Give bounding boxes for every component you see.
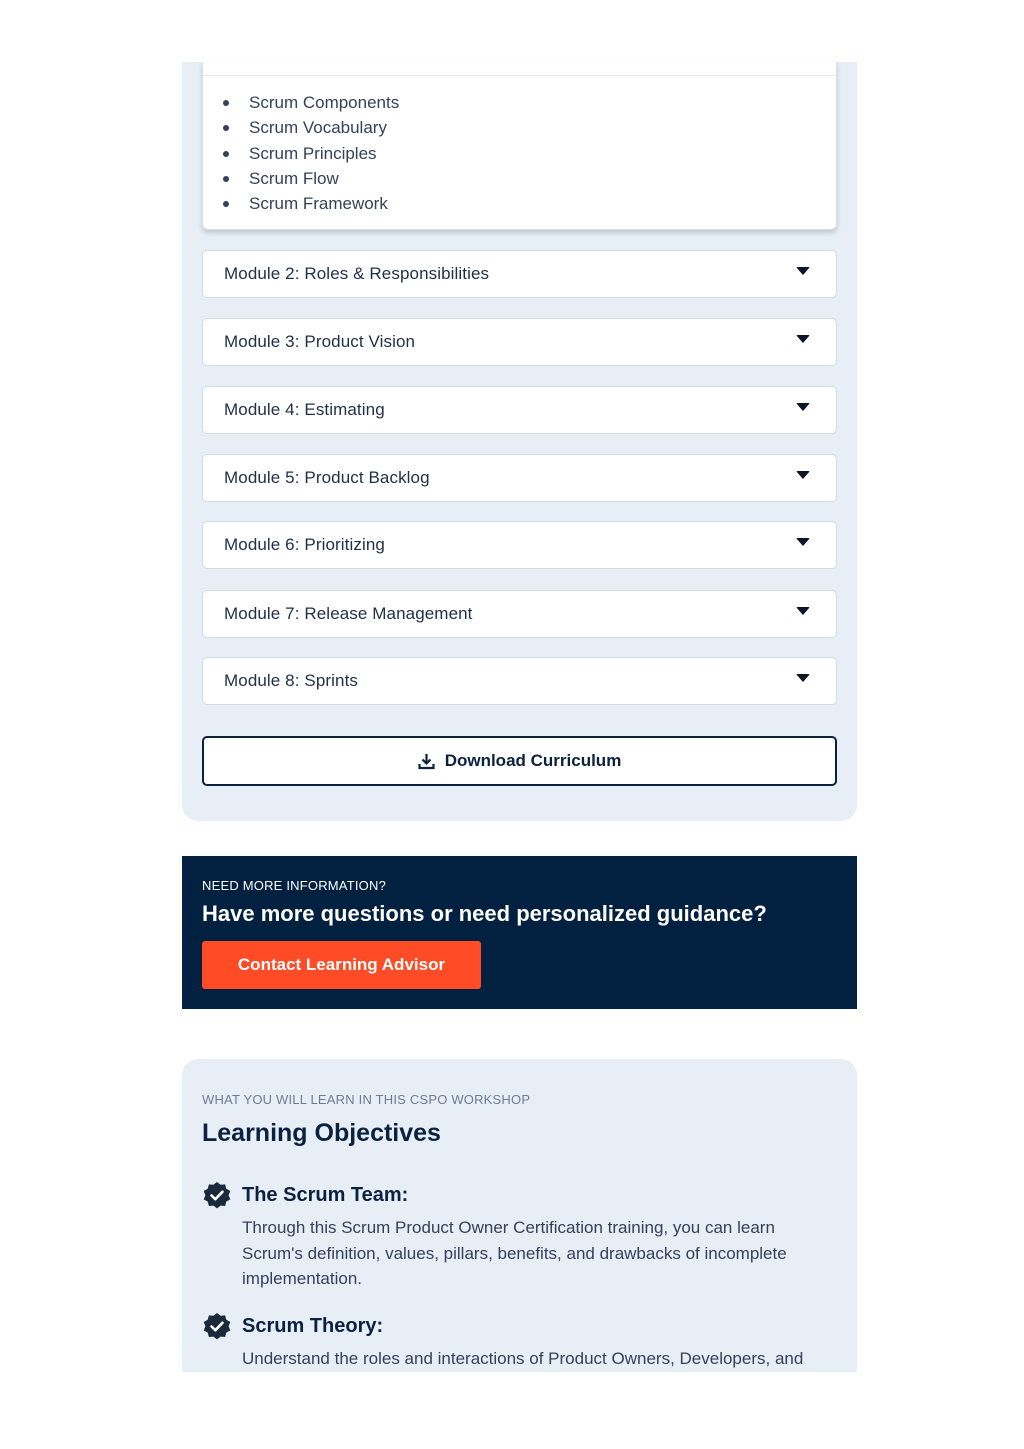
caret-down-icon bbox=[796, 335, 810, 343]
module-8-accordion[interactable] bbox=[202, 657, 837, 705]
objective-description: Through this Scrum Product Owner Certification training, you can learn Scrum's definition, values, pillars, benefits, and drawbacks of incomplete implementation. bbox=[242, 1218, 787, 1288]
panel-divider bbox=[203, 75, 836, 76]
module-label: Module 5: Product Backlog bbox=[224, 468, 430, 487]
check-badge-icon bbox=[202, 1181, 232, 1211]
download-icon bbox=[418, 753, 435, 770]
list-item: Scrum Components bbox=[223, 90, 399, 115]
module-6-accordion[interactable] bbox=[202, 521, 837, 569]
objectives-title: Learning Objectives bbox=[202, 1119, 441, 1147]
objectives-eyebrow: WHAT YOU WILL LEARN IN THIS CSPO WORKSHOP bbox=[202, 1092, 531, 1107]
check-badge-icon bbox=[202, 1312, 232, 1342]
info-banner bbox=[182, 856, 857, 1009]
download-curriculum-button[interactable] bbox=[202, 736, 837, 786]
module-label: Module 4: Estimating bbox=[224, 400, 385, 419]
module-7-accordion[interactable] bbox=[202, 590, 837, 638]
module-3-accordion[interactable] bbox=[202, 318, 837, 366]
list-item: Scrum Flow bbox=[223, 166, 399, 191]
module-label: Module 8: Sprints bbox=[224, 671, 358, 690]
module-1-expanded-panel bbox=[202, 62, 837, 230]
module-5-accordion[interactable] bbox=[202, 454, 837, 502]
caret-down-icon bbox=[796, 674, 810, 682]
download-label: Download Curriculum bbox=[444, 751, 622, 770]
list-item: Scrum Framework bbox=[223, 191, 399, 216]
objective-description: Understand the roles and interactions of Product Owners, Developers, and bbox=[242, 1349, 804, 1368]
caret-down-icon bbox=[796, 607, 810, 615]
module-label: Module 2: Roles & Responsibilities bbox=[224, 264, 490, 283]
list-item: Scrum Principles bbox=[223, 141, 399, 166]
caret-down-icon bbox=[796, 471, 810, 479]
banner-eyebrow: NEED MORE INFORMATION? bbox=[202, 878, 387, 893]
objective-title: The Scrum Team: bbox=[242, 1184, 409, 1206]
module-label: Module 7: Release Management bbox=[224, 604, 473, 623]
curriculum-card bbox=[182, 62, 857, 821]
module-label: Module 3: Product Vision bbox=[224, 332, 416, 351]
objective-title: Scrum Theory: bbox=[242, 1315, 384, 1337]
topic-list bbox=[223, 90, 399, 216]
module-label: Module 6: Prioritizing bbox=[224, 535, 385, 554]
list-item: Scrum Vocabulary bbox=[223, 115, 399, 140]
caret-down-icon bbox=[796, 403, 810, 411]
learning-objectives-card bbox=[182, 1059, 857, 1372]
caret-down-icon bbox=[796, 267, 810, 275]
module-2-accordion[interactable] bbox=[202, 250, 837, 298]
caret-down-icon bbox=[796, 538, 810, 546]
banner-headline: Have more questions or need personalized guidance? bbox=[202, 901, 767, 926]
contact-learning-advisor-button[interactable]: Contact Learning Advisor bbox=[202, 941, 481, 989]
module-4-accordion[interactable] bbox=[202, 386, 837, 434]
